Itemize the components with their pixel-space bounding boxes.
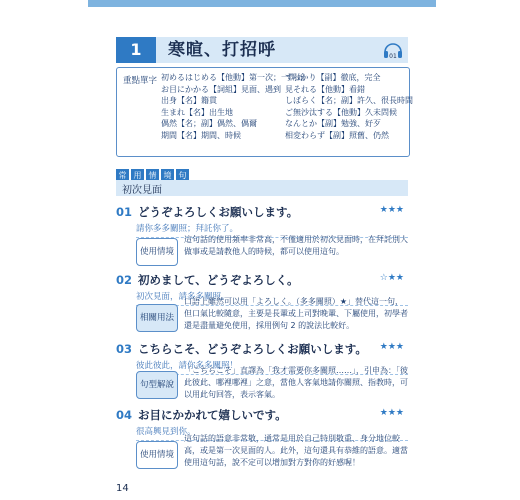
vocab-item: 出身【名】籍貫 [161, 96, 217, 105]
vocab-item: 生まれ【名】出生地 [161, 107, 233, 117]
note-label: 句型解說 [136, 371, 178, 399]
vocab-item: ご無沙汰する【他動】久未問候 [285, 107, 397, 117]
phrase-japanese: 初めまして、どうぞよろしく。 [138, 273, 299, 287]
category-tags [116, 163, 191, 180]
phrase-japanese: こちらこそ、どうぞよろしくお願いします。 [138, 342, 367, 356]
vocab-left-column [161, 72, 305, 141]
note-text: 口語上雖然可以用「よろしく。（多多關照）★」替代這一句，但口氣比較隨意，主要是長輩或上司對晚輩、下屬使用，初學者還是盡量避免使用，採用例句 2 的說法比較好。 [184, 297, 408, 330]
vocab-item: なんとか【副】勉強、好歹 [285, 119, 381, 128]
tag-char: 用 [131, 169, 144, 182]
phrase-number: 02 [116, 273, 133, 287]
vocab-item: 見それる【他動】看錯 [285, 84, 365, 94]
rating-stars: ★★★ [379, 342, 404, 352]
vocab-item: すっかり【副】徹底，完全 [285, 73, 381, 82]
lesson-title: 寒暄、打招呼 [168, 40, 276, 60]
phrase-number: 03 [116, 342, 133, 356]
phrase-japanese: お目にかかれて嬉しいです。 [138, 408, 287, 422]
phrase-entry [116, 407, 408, 477]
phrase-title [116, 407, 408, 423]
vocab-box [116, 67, 413, 157]
phrase-translation: 彼此彼此，請你多多關照！ [136, 361, 239, 371]
phrase-japanese: どうぞよろしくお願いします。 [138, 205, 299, 219]
lesson-number: 1 [116, 37, 156, 63]
rating-stars: ☆★★ [379, 273, 404, 283]
phrase-translation: 請你多多關照；拜託你了。 [136, 224, 239, 234]
phrase-title [116, 272, 408, 288]
vocab-item: 期間【名】期間、時候 [161, 130, 241, 140]
track-number: 01 [389, 53, 397, 60]
vocab-item: 初めるはじめる【他動】第一次；一開始 [161, 73, 305, 82]
phrase-translation: 很高興見到你。 [136, 427, 196, 437]
top-bar [88, 0, 436, 7]
vocab-item: お目にかかる【詞組】見面、遇到 [161, 84, 281, 94]
note-text: 「こちらこそ」直譯為「我才需要你多關照……」，引申為：「彼此彼此、哪裡哪裡」之意，當他人客氣地請你關照、指教時，可以用此句回答，表示客氣。 [184, 366, 408, 399]
vocab-label: 重點單字 [123, 76, 158, 86]
note-text: 這句話的語意非常敬，通常是用於自己特別敬重、身分地位較高，或是第一次見面的人。此外，這句還具有恭維的語意。適當使用這句話，說不定可以增加對方對你的好感喔！ [184, 434, 408, 467]
phrase-entry [116, 272, 408, 334]
rating-stars: ★★★ [379, 408, 404, 418]
tag-char: 句 [176, 169, 189, 182]
rating-stars: ★★★ [379, 205, 404, 215]
phrase-number: 04 [116, 408, 133, 422]
tag-char: 常 [116, 169, 129, 182]
tag-char: 境 [161, 169, 174, 182]
tag-char: 情 [146, 169, 159, 182]
page-number: 14 [116, 483, 129, 494]
vocab-item: 相変わらず【副】照舊、仍然 [285, 130, 389, 140]
phrase-title [116, 341, 408, 357]
phrase-number: 01 [116, 205, 133, 219]
phrase-title [116, 204, 408, 220]
phrase-entry [116, 341, 408, 403]
phrase-entry [116, 204, 408, 266]
vocab-item: しばらく【名；副】許久、很長時間 [285, 96, 413, 105]
headphone-icon [382, 39, 404, 61]
phrase-translation: 初次見面，請多多關照。 [136, 292, 230, 302]
section-title: 初次見面 [122, 185, 162, 196]
section-header [116, 180, 408, 196]
note-label: 使用情境 [136, 441, 178, 469]
note-label: 使用情境 [136, 238, 178, 266]
vocab-item: 偶然【名；副】偶然、偶爾 [161, 119, 257, 128]
lesson-header [116, 37, 408, 63]
vocab-right-column [285, 72, 413, 141]
note-label: 相關用法 [136, 304, 178, 332]
note-text: 這句話的使用頻率非常高，不僅適用於初次見面時，在拜託別人做事或是請教他人的時候，都可以使用這句。 [184, 235, 408, 256]
